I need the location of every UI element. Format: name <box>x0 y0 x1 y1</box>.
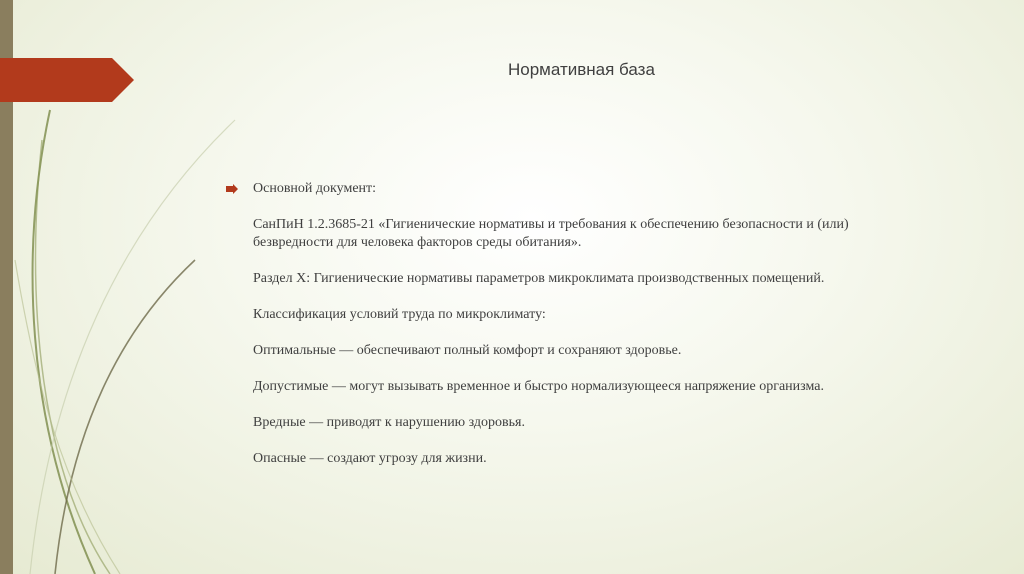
title-arrow-shape <box>0 58 134 102</box>
paragraph-harmful: Вредные — приводят к нарушению здоровья. <box>253 415 525 430</box>
paragraph-optimal: Оптимальные — обеспечивают полный комфорт и сохраняют здоровье. <box>253 343 682 358</box>
paragraph-section: Раздел X: Гигиенические нормативы параметров микроклимата производственных помещений. <box>253 271 825 286</box>
paragraph-main-document: Основной документ: <box>253 181 377 196</box>
paragraph-dangerous: Опасные — создают угрозу для жизни. <box>253 451 487 466</box>
arrow-bullet-icon <box>226 184 238 194</box>
paragraph-sanpin: СанПиН 1.2.3685-21 «Гигиенические нормативы и требования к обеспечению безопасности и (или) безвредности для человека факторов среды обитания». <box>253 217 849 250</box>
paragraph-classification: Классификация условий труда по микроклимату: <box>253 307 546 322</box>
slide-body <box>253 180 913 486</box>
slide-title: Нормативная база <box>508 60 655 79</box>
paragraph-permissible: Допустимые — могут вызывать временное и быстро нормализующееся напряжение организма. <box>253 379 824 394</box>
